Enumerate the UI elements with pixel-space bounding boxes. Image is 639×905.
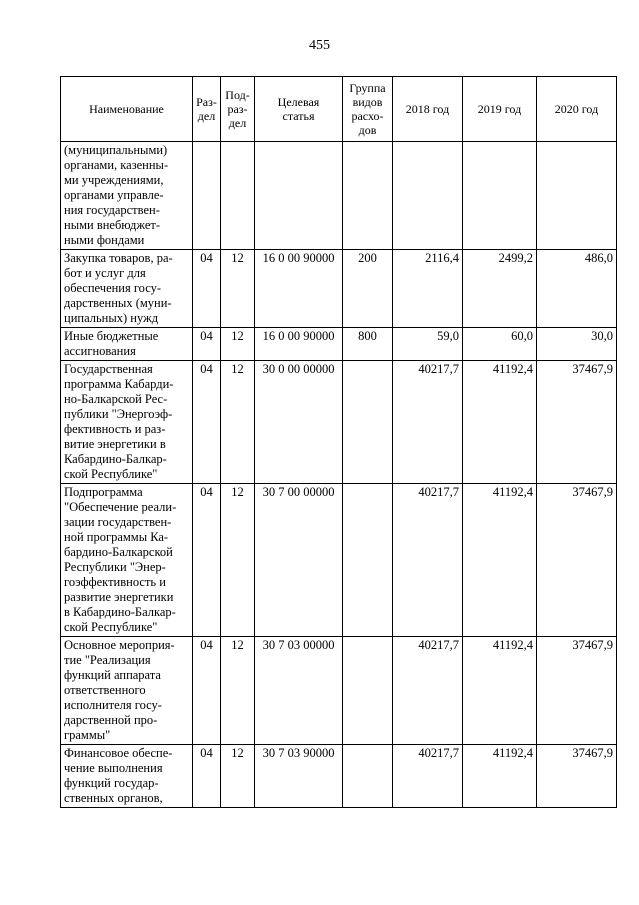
- row-name-cell: Основное мероприя- тие "Реализация функций аппарата ответственного исполнителя госу- дарственной про- граммы": [61, 637, 193, 745]
- header-name: Наименование: [61, 77, 193, 142]
- row-2019-cell: 41192,4: [463, 745, 537, 808]
- row-statya-cell: [255, 142, 343, 250]
- header-podrazdel: Под- раз- дел: [221, 77, 255, 142]
- row-2019-cell: 41192,4: [463, 637, 537, 745]
- header-2019: 2019 год: [463, 77, 537, 142]
- row-2019-cell: 60,0: [463, 328, 537, 361]
- header-gruppa: Группа видов расхо- дов: [343, 77, 393, 142]
- header-razdel: Раз- дел: [193, 77, 221, 142]
- row-razdel-cell: [193, 142, 221, 250]
- row-name-cell: (муниципальными) органами, казенны- ми учреждениями, органами управле- ния государствен- ными внебюджет- ными фондами: [61, 142, 193, 250]
- row-podrazdel-cell: [221, 142, 255, 250]
- budget-table: [60, 76, 617, 808]
- row-gruppa-cell: 200: [343, 250, 393, 328]
- row-name-cell: Иные бюджетные ассигнования: [61, 328, 193, 361]
- row-2020-cell: 37467,9: [537, 637, 617, 745]
- row-name-cell: Подпрограмма "Обеспечение реали- зации государствен- ной программы Ка- бардино-Балкарской Республики "Энер- гоэффективность и развитие энергетики в Кабардино-Балкар- ской Республике": [61, 484, 193, 637]
- table-row: [61, 328, 617, 361]
- header-statya: Целевая статья: [255, 77, 343, 142]
- row-gruppa-cell: [343, 484, 393, 637]
- table-row: [61, 250, 617, 328]
- row-2018-cell: 40217,7: [393, 361, 463, 484]
- row-2020-cell: 486,0: [537, 250, 617, 328]
- row-gruppa-cell: [343, 745, 393, 808]
- row-podrazdel-cell: 12: [221, 745, 255, 808]
- table-row: [61, 637, 617, 745]
- row-2020-cell: 37467,9: [537, 484, 617, 637]
- row-gruppa-cell: [343, 361, 393, 484]
- row-2020-cell: [537, 142, 617, 250]
- header-2020: 2020 год: [537, 77, 617, 142]
- row-razdel-cell: 04: [193, 484, 221, 637]
- row-2020-cell: 37467,9: [537, 361, 617, 484]
- header-2018: 2018 год: [393, 77, 463, 142]
- row-podrazdel-cell: 12: [221, 637, 255, 745]
- table-row: [61, 745, 617, 808]
- row-razdel-cell: 04: [193, 745, 221, 808]
- row-razdel-cell: 04: [193, 637, 221, 745]
- row-name-cell: Закупка товаров, ра- бот и услуг для обеспечения госу- дарственных (муни- ципальных) нужд: [61, 250, 193, 328]
- row-statya-cell: 30 7 03 90000: [255, 745, 343, 808]
- row-gruppa-cell: 800: [343, 328, 393, 361]
- row-gruppa-cell: [343, 142, 393, 250]
- row-podrazdel-cell: 12: [221, 250, 255, 328]
- row-statya-cell: 30 7 00 00000: [255, 484, 343, 637]
- row-name-cell: Государственная программа Кабарди- но-Балкарской Рес- публики "Энергоэф- фективность и раз- витие энергетики в Кабардино-Балкар- ской Республике": [61, 361, 193, 484]
- row-statya-cell: 16 0 00 90000: [255, 328, 343, 361]
- row-podrazdel-cell: 12: [221, 361, 255, 484]
- row-statya-cell: 30 7 03 00000: [255, 637, 343, 745]
- row-2018-cell: 2116,4: [393, 250, 463, 328]
- table-row: [61, 361, 617, 484]
- table-row: [61, 142, 617, 250]
- row-2019-cell: [463, 142, 537, 250]
- row-podrazdel-cell: 12: [221, 328, 255, 361]
- row-2020-cell: 30,0: [537, 328, 617, 361]
- row-razdel-cell: 04: [193, 361, 221, 484]
- row-2018-cell: 40217,7: [393, 484, 463, 637]
- row-2019-cell: 41192,4: [463, 361, 537, 484]
- row-statya-cell: 16 0 00 90000: [255, 250, 343, 328]
- row-2018-cell: 40217,7: [393, 745, 463, 808]
- row-2019-cell: 2499,2: [463, 250, 537, 328]
- row-name-cell: Финансовое обеспе- чение выполнения функций государ- ственных органов,: [61, 745, 193, 808]
- row-statya-cell: 30 0 00 00000: [255, 361, 343, 484]
- table-header-row: [61, 77, 617, 142]
- row-podrazdel-cell: 12: [221, 484, 255, 637]
- row-2018-cell: 59,0: [393, 328, 463, 361]
- row-razdel-cell: 04: [193, 250, 221, 328]
- row-gruppa-cell: [343, 637, 393, 745]
- row-2018-cell: [393, 142, 463, 250]
- row-2019-cell: 41192,4: [463, 484, 537, 637]
- page-number: 455: [309, 38, 330, 53]
- row-2018-cell: 40217,7: [393, 637, 463, 745]
- row-razdel-cell: 04: [193, 328, 221, 361]
- table-row: [61, 484, 617, 637]
- row-2020-cell: 37467,9: [537, 745, 617, 808]
